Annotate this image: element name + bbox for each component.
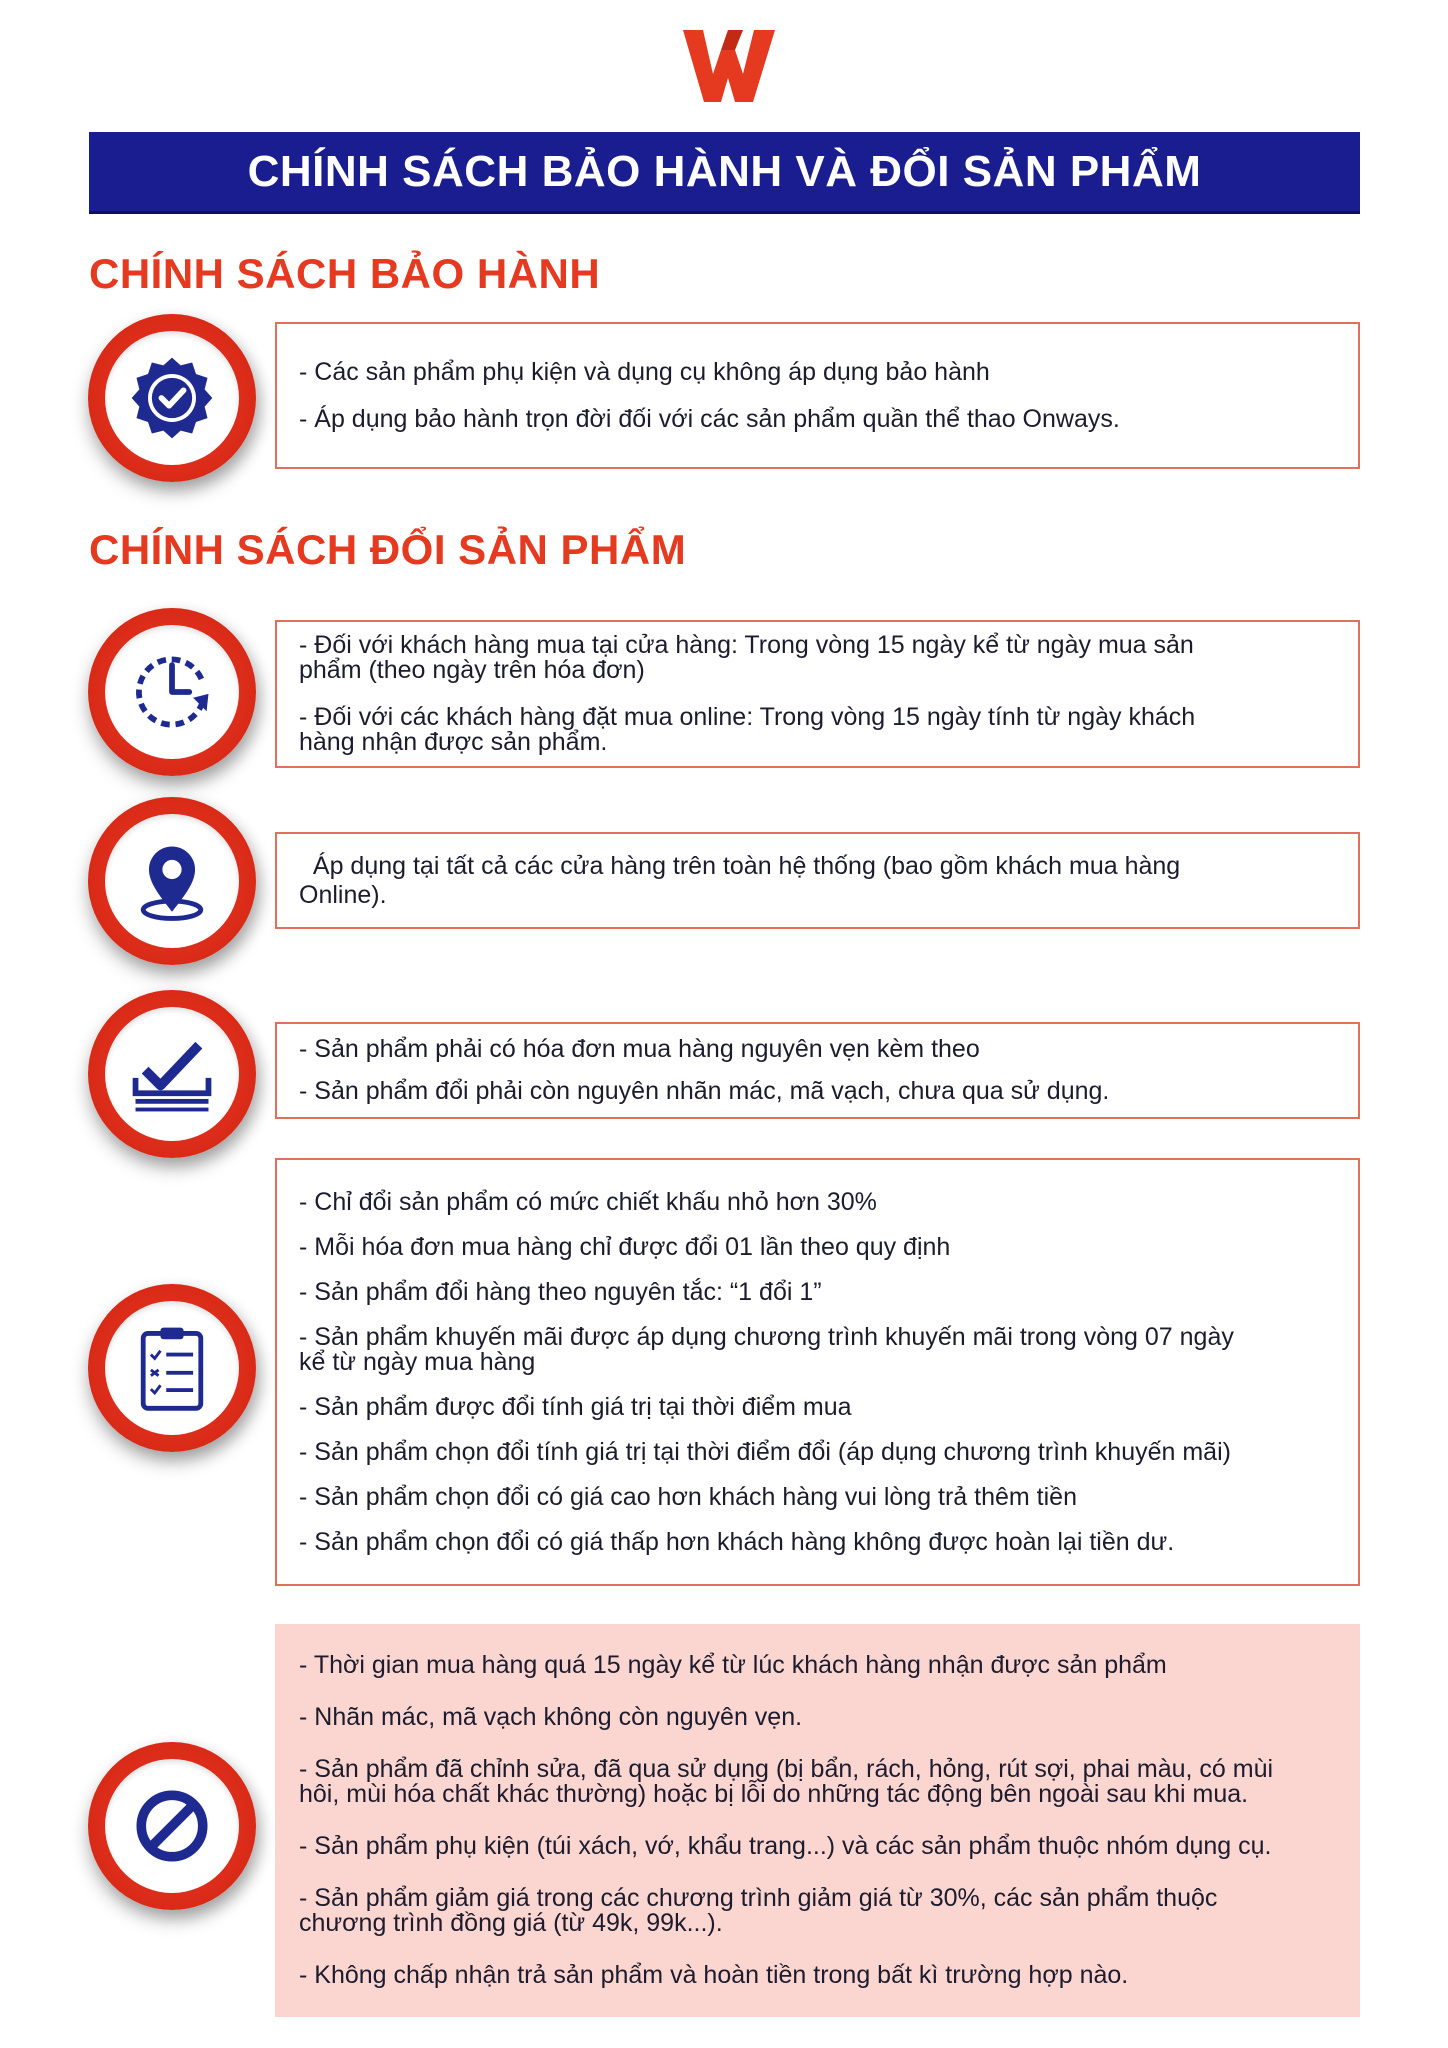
rules-item-line: - Sản phẩm chọn đổi tính giá trị tại thời điểm đổi (áp dụng chương trình khuyến mãi)	[299, 1437, 1231, 1466]
page-banner	[89, 132, 1360, 214]
exclusions-box	[275, 1624, 1360, 2017]
rules-item-line: - Sản phẩm chọn đổi có giá cao hơn khách hàng vui lòng trả thêm tiền	[299, 1482, 1077, 1511]
exclusions-item-line: - Thời gian mua hàng quá 15 ngày kể từ lúc khách hàng nhận được sản phẩm	[299, 1651, 1167, 1679]
rules-item-line: - Mỗi hóa đơn mua hàng chỉ được đổi 01 lần theo quy định	[299, 1232, 951, 1261]
rules-item-line: - Sản phẩm khuyến mãi được áp dụng chương trình khuyến mãi trong vòng 07 ngày	[299, 1322, 1234, 1351]
warranty-icon-circle	[88, 314, 256, 482]
exclusions-icon-circle	[88, 1742, 256, 1910]
brand-w-logo	[683, 30, 775, 102]
exclusions-item-line: - Không chấp nhận trả sản phẩm và hoàn tiền trong bất kì trường hợp nào.	[299, 1961, 1129, 1989]
time-icon-circle	[88, 608, 256, 776]
exclusions-item-line: - Sản phẩm đã chỉnh sửa, đã qua sử dụng (bị bẩn, rách, hỏng, rút sợi, phai màu, có mùi	[299, 1755, 1274, 1783]
warranty-section-title: CHÍNH SÁCH BẢO HÀNH	[89, 250, 601, 297]
exclusions-item-line: hôi, mùi hóa chất khác thường) hoặc bị lỗi do những tác động bên ngoài sau khi mua.	[299, 1780, 1249, 1808]
exclusions-item-line: chương trình đồng giá (từ 49k, 99k...).	[299, 1909, 723, 1937]
page-title: CHÍNH SÁCH BẢO HÀNH VÀ ĐỔI SẢN PHẨM	[247, 146, 1202, 196]
clock-icon	[124, 644, 220, 740]
time-box	[275, 620, 1360, 768]
location-line: Áp dụng tại tất cả các cửa hàng trên toàn hệ thống (bao gồm khách mua hàng	[299, 851, 1181, 880]
rules-item-line: - Sản phẩm chọn đổi có giá thấp hơn khách hàng không được hoàn lại tiền dư.	[299, 1527, 1175, 1556]
exclusions-item-line: - Sản phẩm giảm giá trong các chương trình giảm giá từ 30%, các sản phẩm thuộc	[299, 1884, 1218, 1912]
conditions-line: - Sản phẩm đổi phải còn nguyên nhãn mác, mã vạch, chưa qua sử dụng.	[299, 1077, 1110, 1105]
rules-item-line: kể từ ngày mua hàng	[299, 1347, 536, 1376]
rules-item-line: - Sản phẩm đổi hàng theo nguyên tắc: “1 đổi 1”	[299, 1277, 822, 1306]
rules-box	[275, 1158, 1360, 1586]
rules-icon-circle	[88, 1284, 256, 1452]
warranty-line: - Các sản phẩm phụ kiện và dụng cụ không áp dụng bảo hành	[299, 357, 990, 386]
time-item-line: - Đối với khách hàng mua tại cửa hàng: Trong vòng 15 ngày kể từ ngày mua sản	[299, 631, 1194, 659]
warranty-line: - Áp dụng bảo hành trọn đời đối với các sản phẩm quần thể thao Onways.	[299, 404, 1120, 433]
location-icon-circle	[88, 797, 256, 965]
checkmark-tray-icon	[124, 1026, 220, 1122]
time-item-line: phẩm (theo ngày trên hóa đơn)	[299, 656, 645, 684]
exclusions-item-line: - Sản phẩm phụ kiện (túi xách, vớ, khẩu trang...) và các sản phẩm thuộc nhóm dụng cụ.	[299, 1832, 1272, 1860]
prohibited-icon	[124, 1778, 220, 1874]
conditions-icon-circle	[88, 990, 256, 1158]
rules-item-line: - Sản phẩm được đổi tính giá trị tại thời điểm mua	[299, 1392, 852, 1421]
warranty-box	[275, 322, 1360, 469]
exchange-section-title: CHÍNH SÁCH ĐỔI SẢN PHẨM	[89, 526, 687, 573]
location-box	[275, 832, 1360, 929]
badge-check-icon	[124, 350, 220, 446]
time-item-line: - Đối với các khách hàng đặt mua online: Trong vòng 15 ngày tính từ ngày khách	[299, 703, 1196, 731]
clipboard-checklist-icon	[124, 1320, 220, 1416]
conditions-line: - Sản phẩm phải có hóa đơn mua hàng nguyên vẹn kèm theo	[299, 1035, 980, 1063]
location-pin-icon	[124, 833, 220, 929]
location-line: Online).	[299, 880, 387, 909]
exclusions-item-line: - Nhãn mác, mã vạch không còn nguyên vẹn.	[299, 1703, 803, 1731]
time-item-line: hàng nhận được sản phẩm.	[299, 728, 608, 756]
rules-item-line: - Chỉ đổi sản phẩm có mức chiết khấu nhỏ hơn 30%	[299, 1187, 877, 1216]
conditions-box	[275, 1022, 1360, 1119]
